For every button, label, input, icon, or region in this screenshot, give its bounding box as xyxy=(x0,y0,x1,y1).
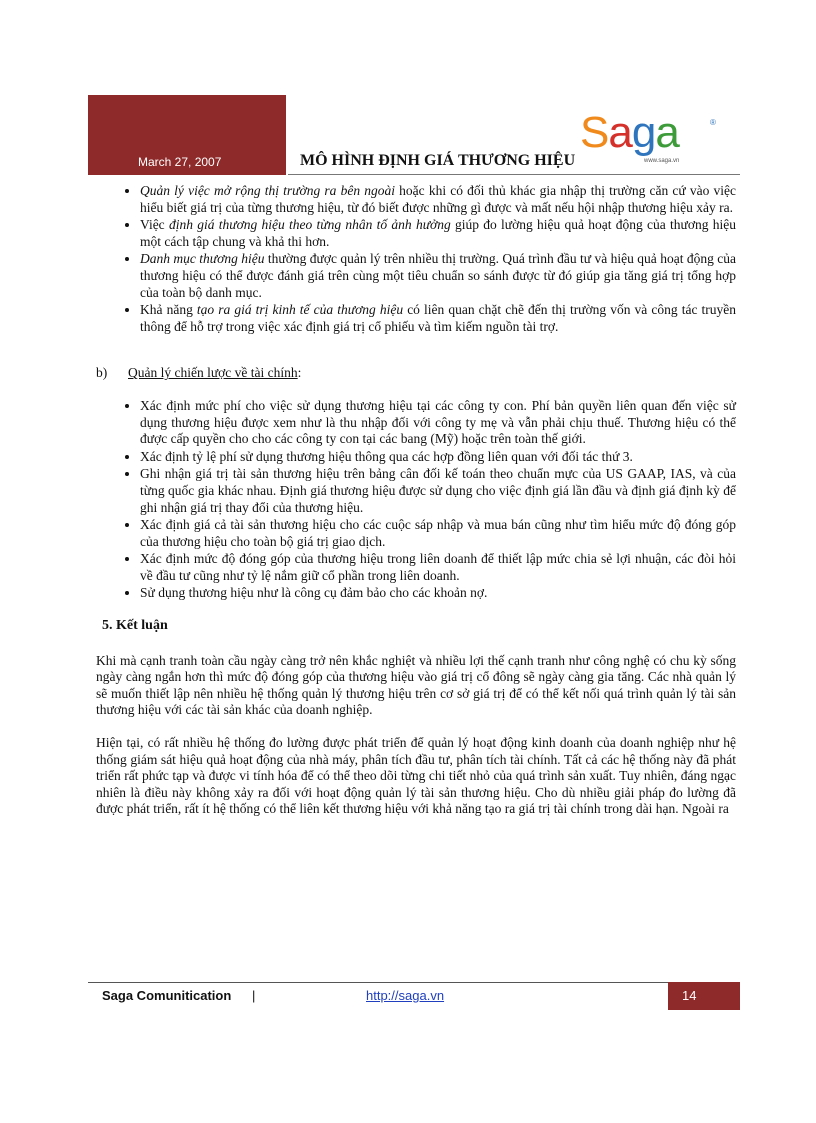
footer-company: Saga Comunitication xyxy=(102,988,232,1003)
paragraph: Khi mà cạnh tranh toàn cầu ngày càng trở nên khắc nghiệt và nhiều lợi thế cạnh tranh như công nghệ có chu kỳ sống ngày càng ngắn hơn thì mức độ đóng góp của thương hiệu vào giá trị cổ đông sẽ ngày càng gia tăng. Các nhà quản lý sẽ muốn thiết lập nên nhiều hệ thống quản lý thương hiệu trên cơ sở giá trị để có thể kết nối quá trình quản lý tài sản thương hiệu với các tài sản khác của doanh nghiệp. xyxy=(96,652,736,718)
section-b-title: Quản lý chiến lược về tài chính xyxy=(128,365,298,381)
page-number: 14 xyxy=(668,982,740,1010)
section-5-heading: 5. Kết luận xyxy=(102,618,168,634)
list-item: • Danh mục thương hiệu thường được quản lý trên nhiều thị trường. Quá trình đầu tư và hiệu quả hoạt động của thương hiệu có thể được đánh giá trên cùng một tiêu chuẩn so sánh được từ đó giúp gia tăng giá trị tổng hợp của toàn bộ danh mục. xyxy=(140,251,736,301)
footer-divider xyxy=(88,982,740,983)
saga-logo xyxy=(580,108,720,172)
list-item: • Quản lý việc mở rộng thị trường ra bên ngoài hoặc khi có đối thủ khác gia nhập thị trường căn cứ vào việc hiểu biết giá trị của từng thương hiệu, từ đó biết được những gì được và mất nếu hội nhập thương hiệu xảy ra. xyxy=(140,183,736,216)
bullet-list-management xyxy=(96,183,736,335)
registered-mark: ® xyxy=(710,118,716,127)
section-b-title-wrap xyxy=(128,365,301,382)
list-item: • Xác định giá cả tài sản thương hiệu cho các cuộc sáp nhập và mua bán cũng như tìm hiểu mức độ đóng góp của thương hiệu cho toàn bộ giá trị giao dịch. xyxy=(140,517,736,550)
page-title: MÔ HÌNH ĐỊNH GIÁ THƯƠNG HIỆU xyxy=(300,152,576,169)
saga-logo-wordmark: Saga xyxy=(580,108,679,157)
paragraph: Hiện tại, có rất nhiều hệ thống đo lường được phát triển để quản lý hoạt động kinh doanh của doanh nghiệp như hệ thống giám sát hiệu quả hoạt động của nhà máy, phân tích đầu tư, phân tích tài chính. Tất cả các hệ thống này đã phát triển rất phức tạp và được vi tính hóa để có thể theo dõi từng chi tiết nhỏ của quá trình sản xuất. Tuy nhiên, đáng ngạc nhiên là điều này không xảy ra đối với hoạt động quản lý tài sản thương hiệu. Cho dù nhiều giải pháp đo lường đã được phát triển, rất ít hệ thống có thể liên kết thương hiệu với khả năng tạo ra giá trị tài chính trong dài hạn. Ngoài ra xyxy=(96,735,736,817)
section-b-label: b) xyxy=(96,365,108,381)
list-item: • Khả năng tạo ra giá trị kinh tế của thương hiệu có liên quan chặt chẽ đến thị trường vốn và công tác truyền thông để hỗ trợ trong việc xác định giá trị cổ phiếu và tìm kiếm nguồn tài trợ. xyxy=(140,302,736,335)
logo-url: www.saga.vn xyxy=(644,158,680,164)
header-date: March 27, 2007 xyxy=(138,155,222,169)
list-item: • Xác định mức độ đóng góp của thương hiệu trong liên doanh để thiết lập mức chia sẻ lợi nhuận, các đòi hỏi về đầu tư cũng như tỷ lệ nắm giữ cổ phần trong liên doanh. xyxy=(140,551,736,584)
document-body xyxy=(96,183,736,834)
header-divider xyxy=(288,174,740,175)
bullet-list-finance xyxy=(96,398,736,602)
footer-separator: | xyxy=(252,988,256,1003)
section-b-heading xyxy=(96,365,736,382)
list-item: • Sử dụng thương hiệu như là công cụ đảm bảo cho các khoản nợ. xyxy=(140,585,736,602)
list-item: • Xác định mức phí cho việc sử dụng thương hiệu tại các công ty con. Phí bản quyền liên quan đến việc sử dụng thương hiệu được xem như là thu nhập đối với công ty mẹ và vẫn phải chịu thuế. Thương hiệu có thể được cấp quyền cho cho các công ty con tại các bang (Mỹ) hoặc trên toàn thế giới. xyxy=(140,398,736,448)
list-item: • Việc định giá thương hiệu theo từng nhân tố ảnh hưởng giúp đo lường hiệu quả hoạt động của thương hiệu một cách tập chung và khả thi hơn. xyxy=(140,217,736,250)
footer-link[interactable]: http://saga.vn xyxy=(366,988,445,1003)
section-b-colon: : xyxy=(297,365,302,381)
list-item: • Xác định tỷ lệ phí sử dụng thương hiệu thông qua các hợp đồng liên quan với đối tác thứ 3. xyxy=(140,449,736,466)
list-item: • Ghi nhận giá trị tài sản thương hiệu trên bảng cân đối kế toán theo chuẩn mực của US GAAP, IAS, và của từng quốc gia khác nhau. Định giá thương hiệu được sử dụng cho việc định giá lần đầu và định giá định kỳ để ghi nhận giá trị thay đổi của thương hiệu. xyxy=(140,466,736,516)
